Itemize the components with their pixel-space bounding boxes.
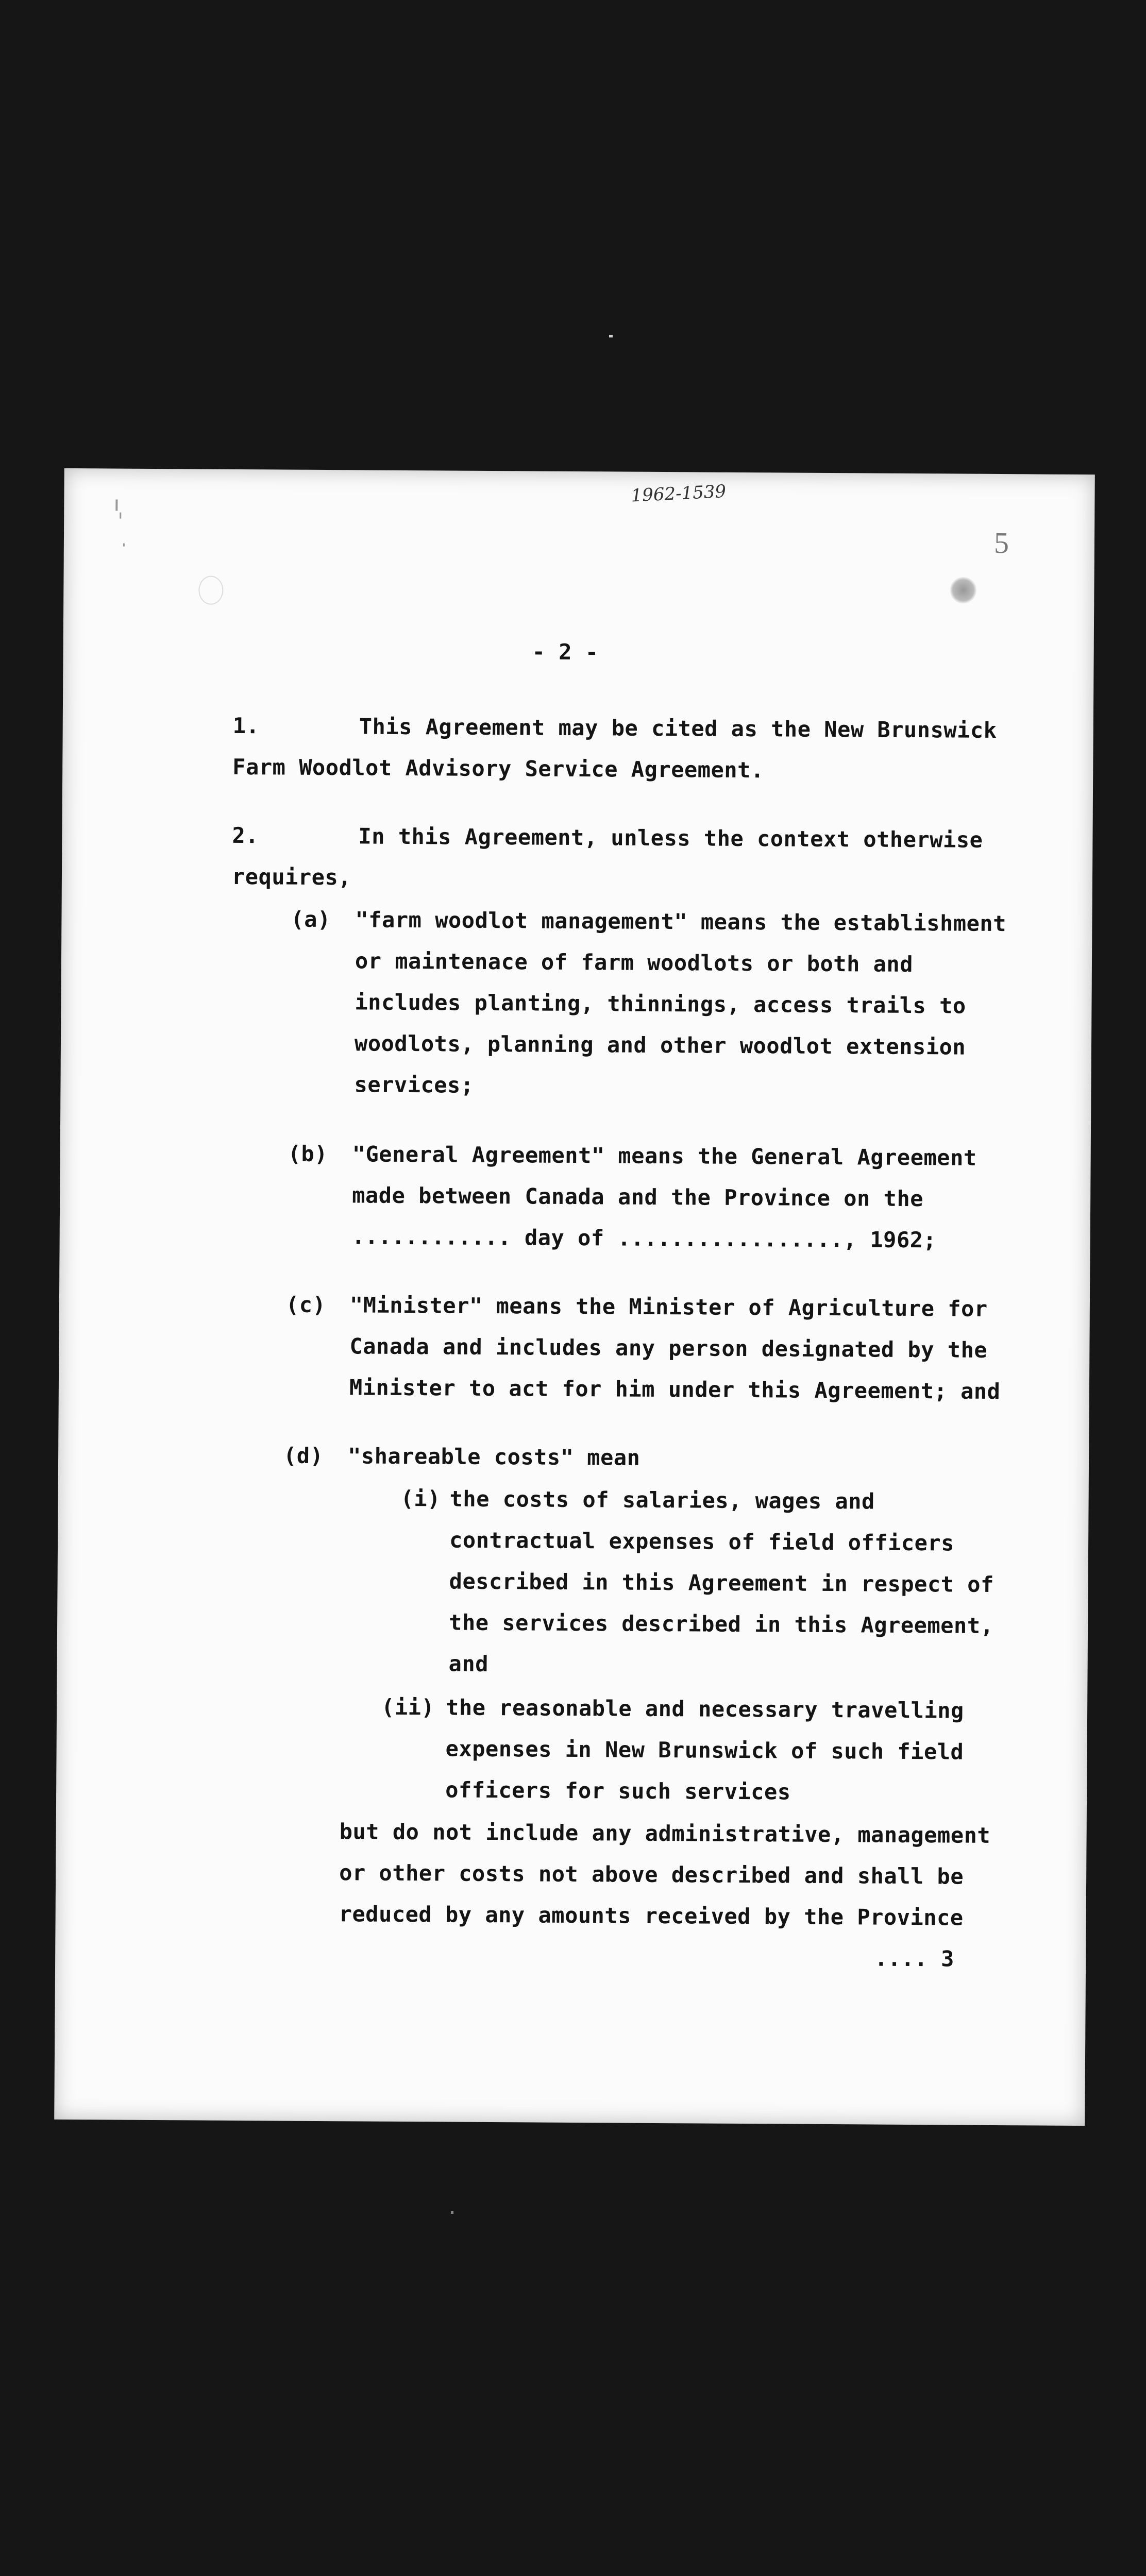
- text-line: This Agreement may be cited as the New Brunswick: [359, 714, 997, 743]
- margin-mark: [115, 500, 117, 511]
- ink-spot: [950, 577, 976, 603]
- sub-clause-label: (i): [400, 1485, 441, 1512]
- text-line: the reasonable and necessary travelling: [445, 1694, 964, 1723]
- text-line: or other costs not above described and shall be: [339, 1860, 964, 1889]
- text-line: reduced by any amounts received by the Province: [339, 1901, 964, 1930]
- sub-clause-label: (ii): [381, 1694, 435, 1720]
- handwritten-reference: 1962-1539: [630, 481, 727, 506]
- text-line: but do not include any administrative, management: [339, 1819, 991, 1848]
- page-header: - 2 -: [532, 639, 599, 665]
- clause-label: (b): [288, 1141, 328, 1167]
- film-speck: [609, 335, 613, 337]
- clause-label: (c): [285, 1292, 326, 1318]
- text-line: "General Agreement" means the General Agreement: [352, 1141, 977, 1171]
- text-line: expenses in New Brunswick of such field: [445, 1736, 964, 1765]
- text-line: the services described in this Agreement,: [448, 1609, 994, 1638]
- text-line: includes planting, thinnings, access trails to: [355, 989, 966, 1019]
- text-line: the costs of salaries, wages and: [449, 1486, 875, 1514]
- document-page: [54, 468, 1095, 2126]
- film-speck: [451, 2211, 453, 2214]
- punch-hole: [198, 576, 223, 605]
- text-line: "shareable costs" mean: [347, 1443, 641, 1470]
- margin-mark: [123, 544, 125, 547]
- text-line: woodlots, planning and other woodlot extension: [354, 1030, 966, 1060]
- clause-label: (a): [291, 906, 331, 933]
- text-line: Farm Woodlot Advisory Service Agreement.: [232, 754, 764, 783]
- text-line: requires,: [231, 863, 352, 890]
- text-line: or maintenace of farm woodlots or both and: [355, 948, 914, 977]
- text-line: "farm woodlot management" means the establishment: [355, 907, 1007, 937]
- corner-page-number: 5: [993, 526, 1009, 560]
- text-line: made between Canada and the Province on the: [352, 1182, 924, 1212]
- text-line: contractual expenses of field officers: [449, 1527, 955, 1556]
- text-line: services;: [354, 1072, 474, 1098]
- text-line: described in this Agreement in respect of: [449, 1568, 994, 1597]
- margin-mark: [120, 513, 121, 519]
- text-line: ............ day of ................., 1962;: [351, 1224, 937, 1253]
- text-line: Minister to act for him under this Agreement; and: [349, 1375, 1001, 1404]
- text-line: In this Agreement, unless the context otherwise: [358, 823, 983, 853]
- continuation-marker: .... 3: [874, 1945, 955, 1972]
- section-number: 2.: [232, 822, 259, 849]
- section-number: 1.: [232, 713, 260, 739]
- text-line: officers for such services: [445, 1777, 791, 1805]
- clause-label: (d): [283, 1443, 324, 1469]
- text-line: "Minister" means the Minister of Agriculture for: [349, 1292, 988, 1321]
- text-line: Canada and includes any person designated by the: [349, 1333, 988, 1363]
- text-line: and: [448, 1651, 489, 1676]
